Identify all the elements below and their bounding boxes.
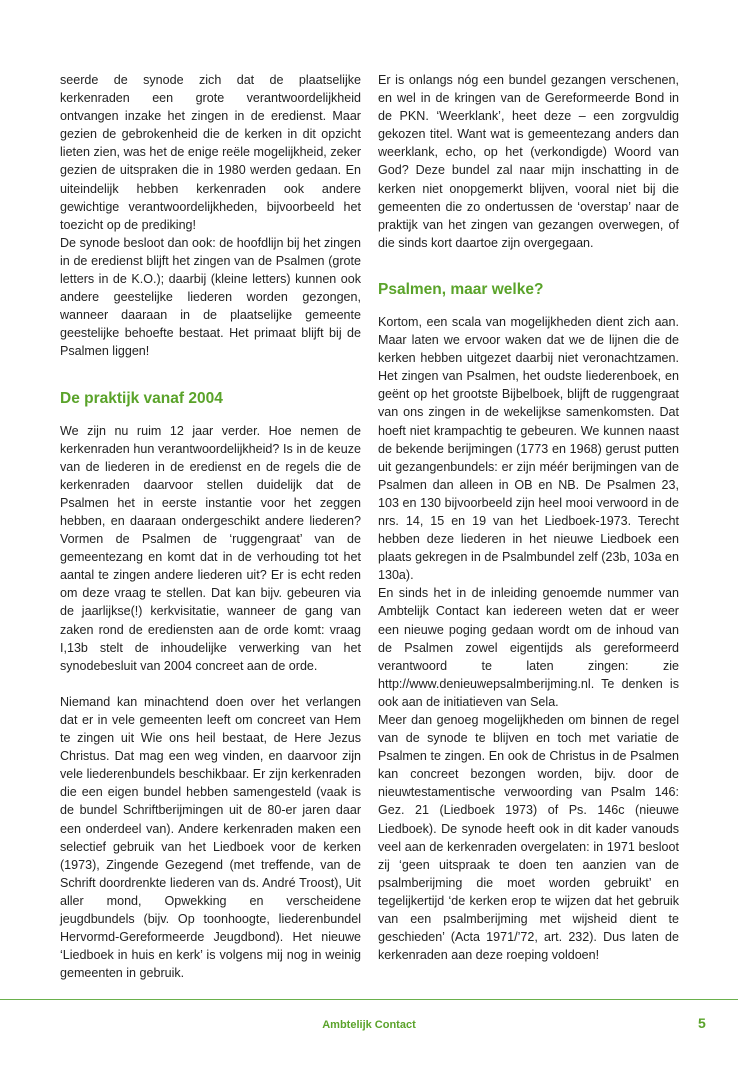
footer-divider — [0, 999, 738, 1000]
section-heading-psalmen: Psalmen, maar welke? — [378, 280, 544, 298]
footer-publication-title: Ambtelijk Contact — [322, 1019, 416, 1031]
paragraph: Er is onlangs nóg een bundel gezangen verschenen, en wel in de kringen van de Gereformeerde Bond in de PKN. ‘Weerklank’, heet deze – een zorgvuldig gekozen titel. Want wat is gemeentezang anders dan weerklank, echo, op het (verkondigde) Woord van God? Deze bundel zal naar mijn inschatting in de kerken niet onopgemerkt blijven, vooral niet bij die gemeenten die zo ondertussen de ‘overstap’ naar de praktijk van het zingen van gezangen overwegen, of die sinds kort daartoe zijn overgegaan. — [378, 73, 679, 250]
paragraph: Meer dan genoeg mogelijkheden om binnen de regel van de synode te blijven en toch met variatie de Psalmen te zingen. En ook de Christus in de Psalmen kan concreet bezongen worden, bijv. door de nieuwtestamentische verwoording van Psalm 146: Gez. 21 (Liedboek 1973) of Ps. 146c (nieuwe Liedboek). De synode heeft ook in dit kader vanouds veel aan de kerkenraden overgelaten: in 1971 besloot zij ‘geen uitspraak te doen ten aanzien van de psalmberijming die moet worden gebruikt’ en tegelijkertijd ‘de kerken erop te wijzen dat het gebruik van een psalmberijming met wijsheid dient te geschieden’ (Acta 1971/’72, art. 232). Dus laten de kerkenraden aan deze roeping voldoen! — [378, 713, 679, 963]
paragraph: Kortom, een scala van mogelijkheden dient zich aan. Maar laten we ervoor waken dat we de lijnen die de kerken hebben uitgezet daarbij niet veronachtzamen. Het zingen van Psalmen, het oudste liederenboek, en geënt op het grootste Bijbelboek, blijft de ruggengraat van ons zingen in de wekelijkse samenkomsten. Dat hoeft niet krampachtig te gebeuren. We kunnen naast de bekende berijmingen (1773 en 1968) gerust putten uit gezangenbundels: er zijn méér berijmingen van de Psalmen dan alleen in OB en NB. De Psalmen 23, 103 en 130 bijvoorbeeld zijn heel mooi verwoord in de nrs. 14, 15 en 19 van het Liedboek-1973. Terecht hebben deze liederen in het nieuwe Liedboek een plaats gekregen in de Psalmbundel zelf (23b, 103a en 130a). — [378, 314, 679, 583]
paragraph: Niemand kan minachtend doen over het verlangen dat er in vele gemeenten leeft om concreet van Hem te zingen uit Wie ons heil bestaat, de Here Jezus Christus. Dat mag een weg vinden, en daarvoor zijn vele liederenbundels beschikbaar. Er zijn kerkenraden die een eigen bundel hebben samengesteld (vaak is de bundel Schriftberijmingen uit de 80-er jaren daar een onderdeel van). Andere kerkenraden maken een selectief gebruik van het Liedboek voor de kerken (1973), Zingende Gezegend (met treffende, van de Schrift doordrenkte liederen van ds. André Troost), Uit aller mond, Opwekking en verscheidene jeugdbundels (bijv. Op toonhoogte, liederenbundel Hervormd-Gereformeerde Jeugdbond). Het nieuwe ‘Liedboek in huis en kerk’ is volgens mij nog in weinig gemeenten in gebruik. — [60, 694, 361, 981]
paragraph: We zijn nu ruim 12 jaar verder. Hoe nemen de kerkenraden hun verantwoordelijkheid? Is in de keuze van de liederen in de eredienst en de regels die de kerkenraden daarvoor stellen duidelijk dat de Psalmen het in eerste instantie voor het zeggen hebben, en daaraan ondergeschikt andere liederen? Vormen de Psalmen de ‘ruggengraat’ van de gemeentezang en komt dat in de verhouding tot het aantal te zingen andere liederen uit? Er is echt reden om deze vraag te stellen. Dat kan bijv. gebeuren via de jaarlijkse(!) kerkvisitatie, wanneer de gang van zaken rond de erediensten aan de orde komt: vraag I,13b stelt de inhoudelijke verwerking van het synodebesluit van 2004 concreet aan de orde. — [60, 423, 361, 673]
paragraph: seerde de synode zich dat de plaatselijke kerkenraden een grote verantwoordelijkheid ontvangen inzake het zingen in de eredienst. Maar gezien de gebrokenheid die de kerken in dit opzicht lieten zien, was het de enige reële mogelijkheid, zeker gezien de uitspraken die in 1980 werden gedaan. En uiteindelijk hebben kerkenraden ook andere gewichtige verantwoordelijkheden, bijvoorbeeld het toezicht op de prediking! — [60, 73, 361, 232]
left-column — [60, 71, 361, 982]
paragraph: De synode besloot dan ook: de hoofdlijn bij het zingen in de eredienst blijft het zingen van de Psalmen (grote letters in de K.O.); daarbij (kleine letters) kunnen ook andere geestelijke liederen worden gezongen, wanneer daaraan in de plaatselijke gemeente geestelijke behoefte bestaat. Het primaat blijft bij de Psalmen liggen! — [60, 235, 361, 359]
paragraph: En sinds het in de inleiding genoemde nummer van Ambtelijk Contact kan iedereen weten dat er weer een nieuwe poging gedaan wordt om de inhoud van de Psalmen zowel eigentijds als gereformeerd verantwoord te laten zingen: zie http://www.denieuwepsalmberijming.nl. Te denken is ook aan de initiatieven van Sela. — [378, 586, 679, 709]
page-number: 5 — [698, 1015, 706, 1031]
section-heading-praktijk: De praktijk vanaf 2004 — [60, 389, 223, 407]
right-column — [378, 71, 679, 964]
